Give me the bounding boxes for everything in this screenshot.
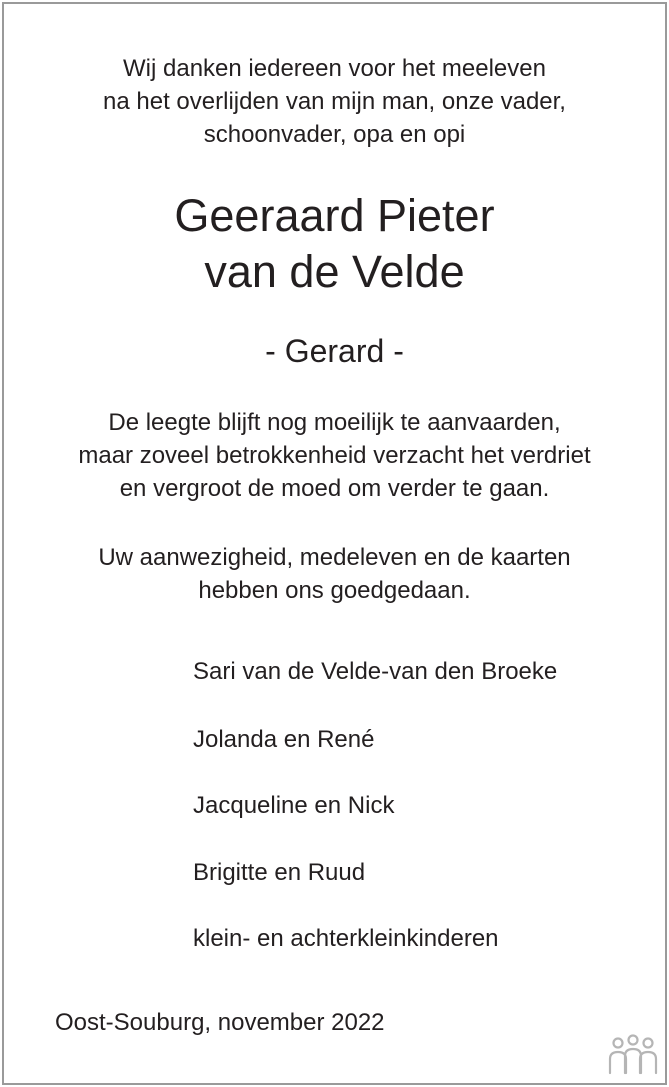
message-line: maar zoveel betrokkenheid verzacht het verdriet <box>78 442 591 469</box>
family-logo-icon <box>607 1033 659 1077</box>
intro-line: schoonvader, opa en opi <box>203 121 466 148</box>
message-text <box>0 406 669 505</box>
intro-line: Wij danken iedereen voor het meeleven <box>123 55 546 82</box>
name-line: Geeraard Pieter <box>174 190 495 241</box>
thanks-text <box>0 541 669 607</box>
family-member: Brigitte en Ruud <box>193 859 366 886</box>
thanks-line: hebben ons goedgedaan. <box>198 577 471 604</box>
family-member: Jolanda en René <box>193 726 375 753</box>
intro-text <box>0 52 669 151</box>
place-date: Oost-Souburg, november 2022 <box>55 1009 385 1036</box>
deceased-name <box>0 188 669 300</box>
nickname: - Gerard - <box>265 333 404 369</box>
family-member: Sari van de Velde-van den Broeke <box>193 658 558 685</box>
name-line: van de Velde <box>204 246 465 297</box>
family-member: klein- en achterkleinkinderen <box>193 925 499 952</box>
message-line: en vergroot de moed om verder te gaan. <box>119 475 550 502</box>
thanks-line: Uw aanwezigheid, medeleven en de kaarten <box>98 544 571 571</box>
family-member: Jacqueline en Nick <box>193 792 395 819</box>
message-line: De leegte blijft nog moeilijk te aanvaarden, <box>108 409 561 436</box>
intro-line: na het overlijden van mijn man, onze vader, <box>103 88 566 115</box>
